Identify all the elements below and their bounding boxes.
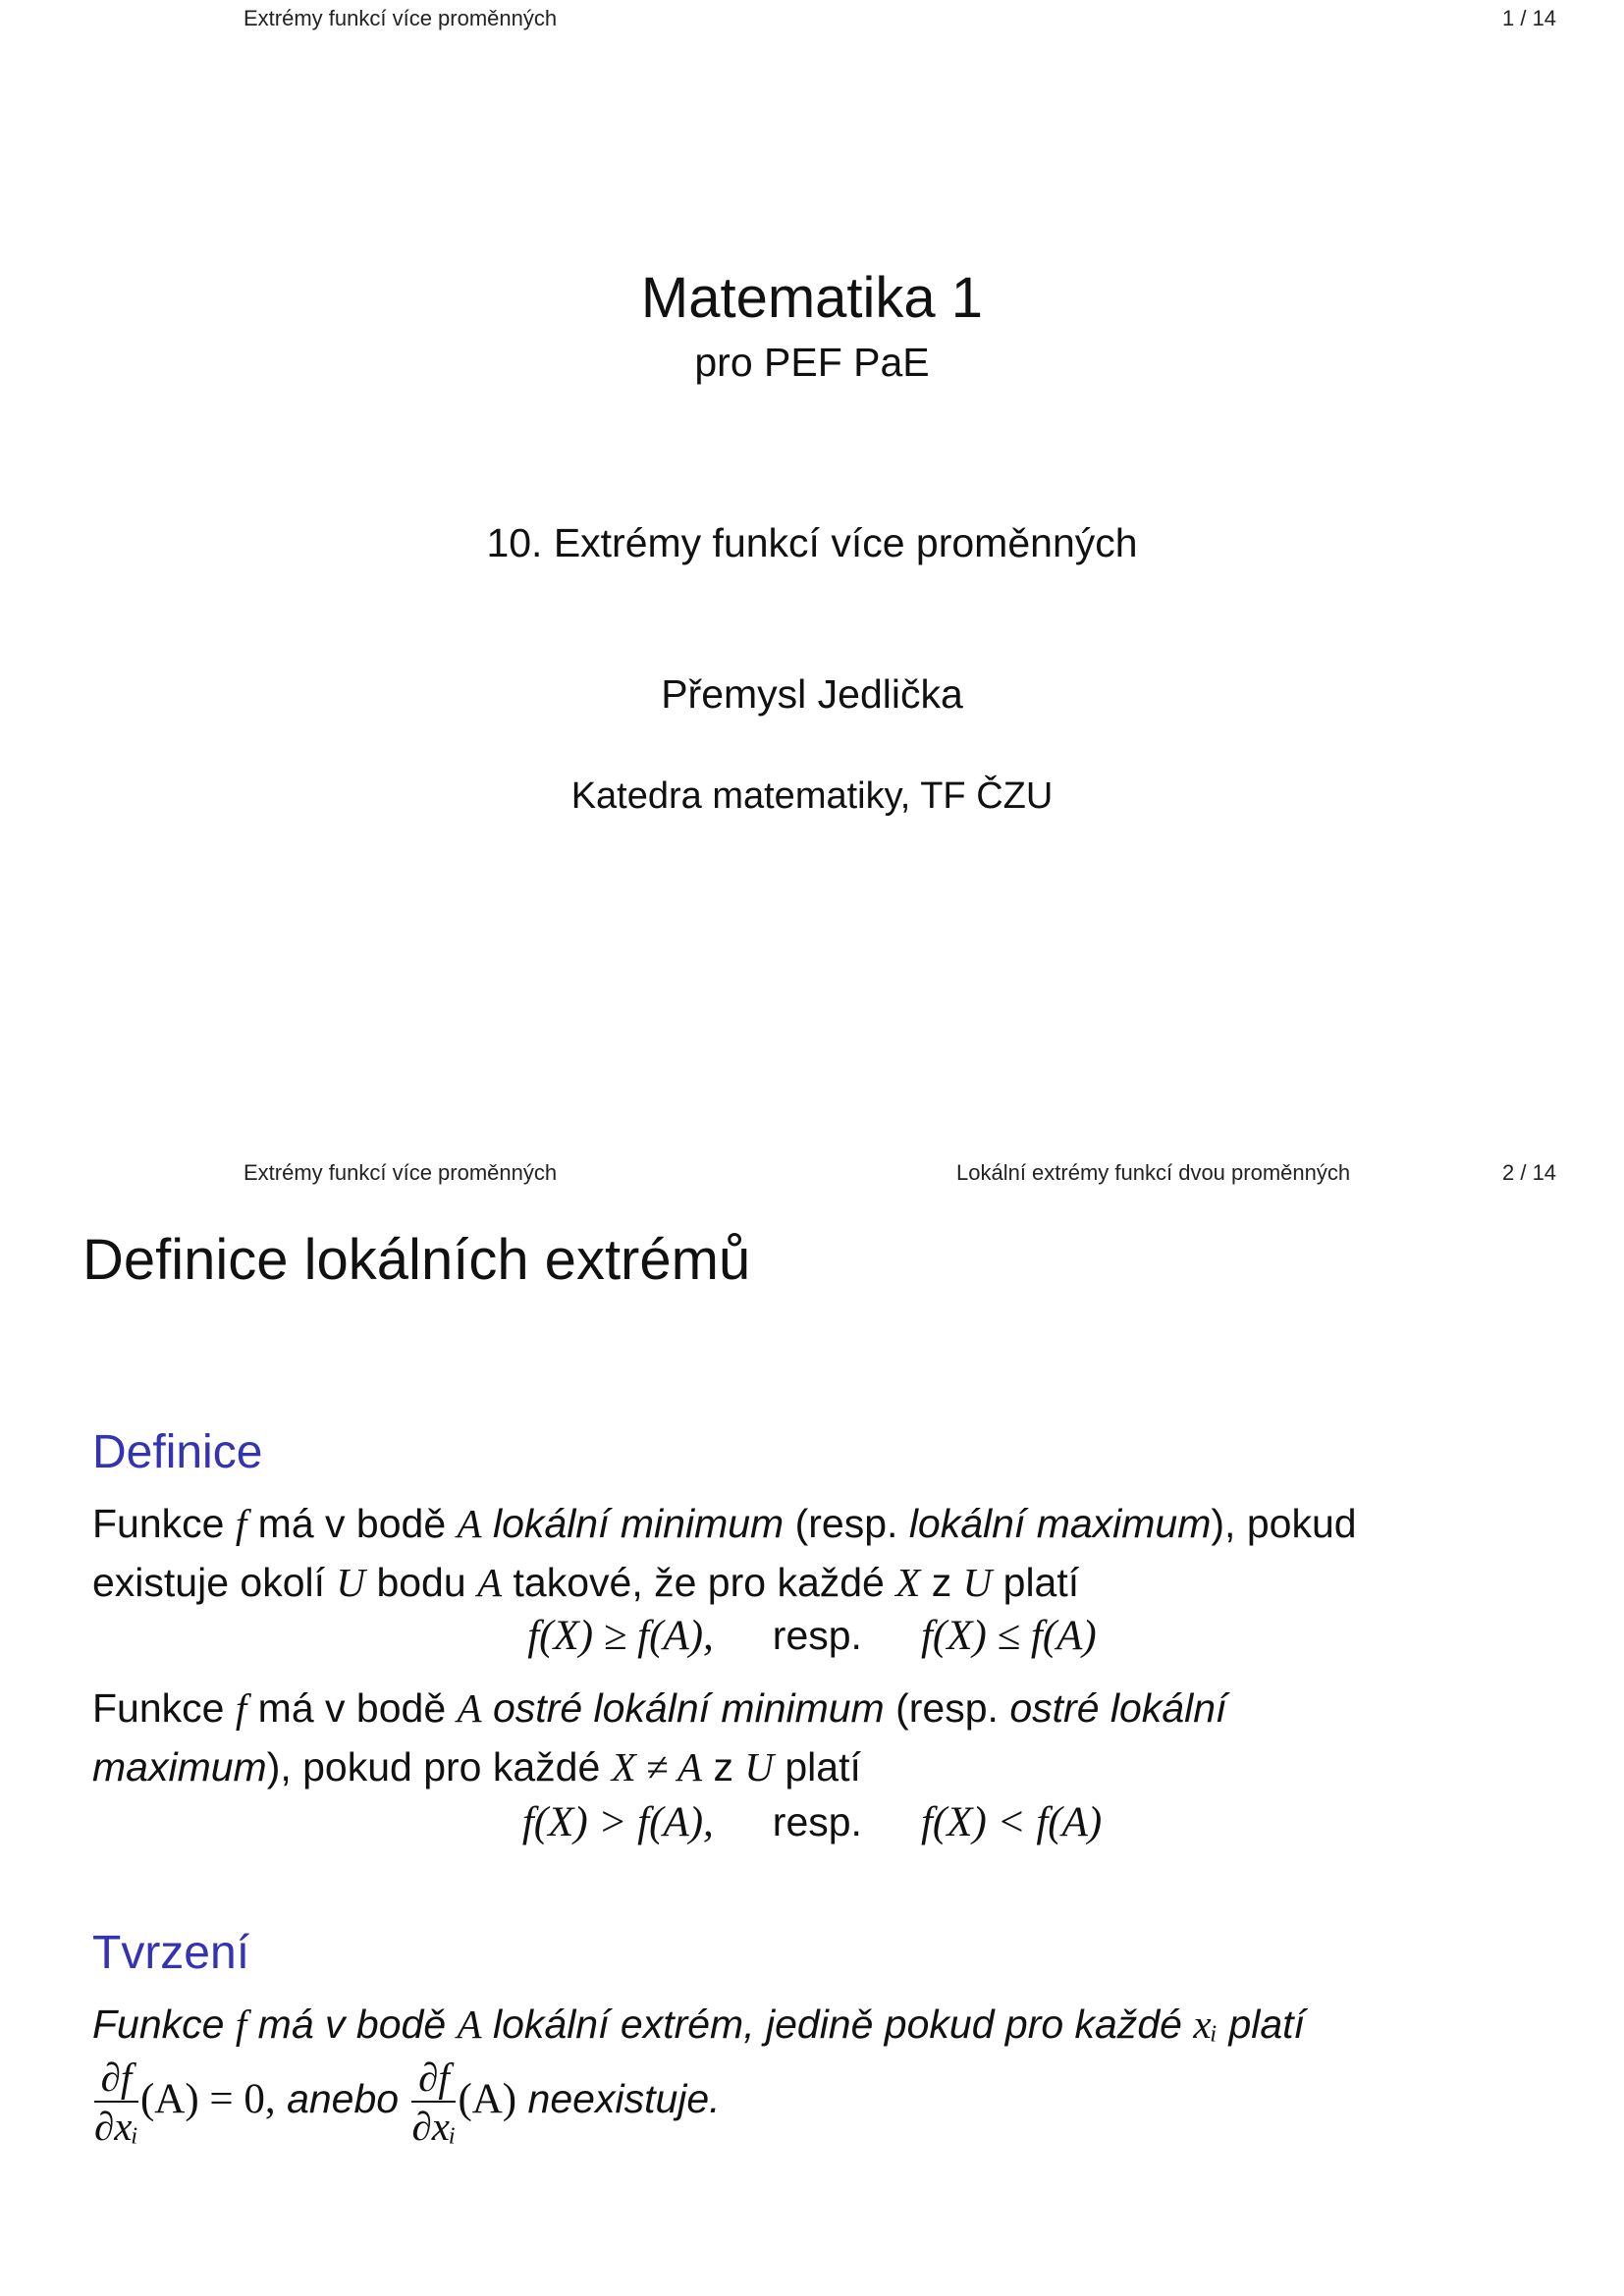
slide1-subtitle: pro PEF PaE — [694, 340, 930, 385]
partial-derivative-fraction: $\frac{\partial f}{\text{∂xᵢ}}$ — [94, 2055, 138, 2149]
theorem-line-2: $\frac{\partial f}{\text{∂xᵢ}}$ (A) = 0, anebo $\frac{\partial f}{\text{∂xᵢ}}$ (A) neexistuje. — [94, 2055, 721, 2149]
slide1-page-number: 1 / 14 — [1502, 6, 1557, 30]
slide2-header-left: Extrémy funkcí více proměnných — [244, 1160, 558, 1185]
slide1-institution: Katedra matematiky, TF ČZU — [570, 775, 1054, 817]
slide1-title: Matematika 1 — [640, 266, 984, 330]
slide1-header-left: Extrémy funkcí více proměnných — [244, 6, 558, 30]
definition-formula-2: f(X) > f(A), resp. f(X) < f(A) — [521, 1799, 1103, 1845]
slide2-title: Definice lokálních extrémů — [82, 1228, 751, 1292]
slide2-header-center: Lokální extrémy funkcí dvou proměnných — [956, 1160, 1351, 1185]
theorem-line-1: Funkce f má v bodě A lokální extrém, jedině pokud pro každé xᵢ platí — [92, 2002, 1305, 2047]
partial-derivative-fraction: $\frac{\partial f}{\text{∂xᵢ}}$ — [411, 2055, 457, 2149]
slide1-author: Přemysl Jedlička — [661, 671, 963, 717]
definition-line-3: Funkce f má v bodě A ostré lokální minimum (resp. ostré lokální — [92, 1685, 1227, 1731]
definition-formula-1: f(X) ≥ f(A), resp. f(X) ≤ f(A) — [527, 1613, 1097, 1659]
definition-heading: Definice — [92, 1426, 263, 1478]
definition-line-2: existuje okolí U bodu A takové, že pro každé X z U platí — [92, 1560, 1080, 1605]
theorem-heading: Tvrzení — [92, 1927, 250, 1979]
slide1-chapter: 10. Extrémy funkcí více proměnných — [486, 520, 1138, 565]
slide2-page-number: 2 / 14 — [1502, 1160, 1557, 1185]
definition-line-1: Funkce f má v bodě A lokální minimum (resp. lokální maximum), pokud — [92, 1501, 1357, 1546]
definition-line-4: maximum), pokud pro každé X ≠ A z U platí — [92, 1744, 861, 1789]
